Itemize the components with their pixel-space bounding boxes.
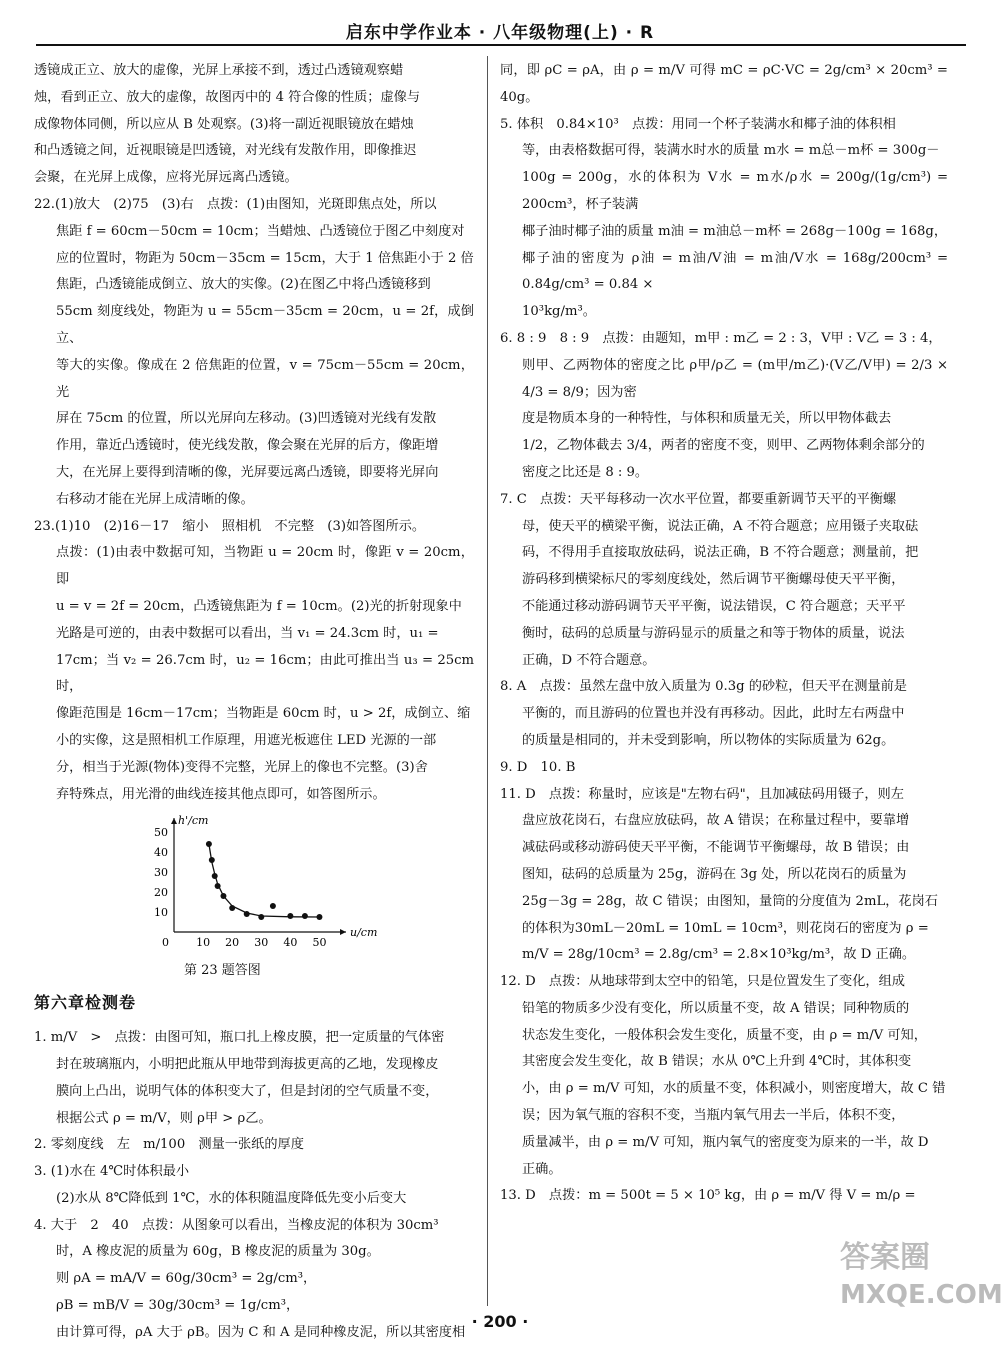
text-line: 光路是可逆的，由表中数据可以看出，当 v₁ = 24.3cm 时，u₁ = — [56, 625, 439, 641]
text-line: m/V = 28g/10cm³ = 2.8g/cm³ = 2.8×10³kg/m³，故 D 正确。 — [522, 947, 916, 963]
y-tick-label: 40 — [154, 846, 168, 860]
y-tick-label: 10 — [154, 906, 168, 920]
figure-23 — [34, 814, 474, 984]
text-line: 9. D 10. B — [500, 759, 576, 775]
text-line: 等，由表格数据可得，装满水时水的质量 m水 = m总－m杯 = 300g－ — [522, 143, 940, 159]
data-point — [215, 883, 221, 889]
text-line: 盘应放花岗石，右盘应放砝码，故 A 错误；在称量过程中，要靠增 — [522, 813, 910, 829]
watermark-url: MXQE.COM — [840, 1280, 1003, 1310]
data-point — [212, 873, 218, 879]
text-line: 正确，D 不符合题意。 — [522, 652, 656, 668]
text-line: 码，不得用手直接取放砝码，说法正确，B 不符合题意；测量前，把 — [522, 545, 919, 561]
text-line: 焦距，凸透镜能成倒立、放大的实像。(2)在图乙中将凸透镜移到 — [56, 277, 431, 293]
y-axis-label: h'/cm — [178, 814, 209, 828]
header-rule — [36, 44, 966, 46]
text-line: 时，A 橡皮泥的质量为 60g，B 橡皮泥的质量为 30g。 — [56, 1244, 380, 1260]
question-9-10 — [500, 755, 948, 782]
text-line: 12. D 点拨：从地球带到太空中的铅笔，只是位置发生了变化，组成 — [500, 974, 905, 990]
data-point — [206, 841, 212, 847]
text-line: 其密度会发生变化，故 B 错误；水从 0℃上升到 4℃时，其体积变 — [522, 1054, 912, 1070]
text-line: 透镜成正立、放大的虚像，光屏上承接不到，透过凸透镜观察蜡 — [34, 63, 404, 78]
text-line: 11. D 点拨：称量时，应该是"左物右码"，且加减砝码用镊子，则左 — [500, 786, 904, 802]
question-22 — [34, 192, 474, 514]
text-line: 1. m/V > 点拨：由图可知，瓶口扎上橡皮膜，把一定质量的气体密 — [34, 1030, 445, 1046]
text-line: 封在玻璃瓶内，小明把此瓶从甲地带到海拔更高的乙地，发现橡皮 — [56, 1056, 439, 1072]
text-line: 状态发生变化，一般体积会发生变化，质量不变，由 ρ = m/V 可知， — [522, 1027, 927, 1043]
text-line: u = v = 2f = 20cm，凸透镜焦距为 f = 10cm。(2)光的折射现象中 — [56, 598, 462, 614]
text-line: 小的实像，这是照相机工作原理，用遮光板遮住 LED 光源的一部 — [56, 732, 437, 748]
text-line: 的体积为30mL－20mL = 10mL = 10cm³，则花岗石的密度为 ρ = — [522, 920, 929, 936]
text-line: 减砝码或移动游码使天平平衡，不能调节平衡螺母，故 B 错误；由 — [522, 840, 910, 856]
data-point — [258, 914, 264, 920]
text-line: 55cm 刻度线处，物距为 u = 55cm－35cm = 20cm，u = 2f，成倒立、 — [56, 304, 474, 346]
text-line: 椰子油的密度为 ρ油 = m油/V油 = m油/V水 = 168g/200cm³ = 0.84g/cm³ = 0.84 × — [522, 250, 948, 293]
text-line: 的质量是相同的，并未受到影响，所以物体的实际质量为 62g。 — [522, 732, 895, 748]
text-line: 则甲、乙两物体的密度之比 ρ甲/ρ乙 = (m甲/m乙)·(V乙/V甲) = 2/3 × 4/3 = 8/9；因为密 — [522, 357, 948, 400]
text-line: 不能通过移动游码调节天平平衡，说法错误，C 符合题意；天平平 — [522, 598, 906, 614]
text-line: 铅笔的物质多少没有变化，所以质量不变，故 A 错误；同种物质的 — [522, 1000, 910, 1016]
text-line: 和凸透镜之间，近视眼镜是凹透镜，对光线有发散作用，即像推迟 — [34, 143, 417, 159]
question-23 — [34, 514, 474, 809]
question-3 — [34, 1159, 474, 1213]
x-tick-label: 10 — [196, 936, 211, 950]
y-tick-label: 30 — [154, 866, 168, 880]
page-number: · 200 · — [471, 1312, 529, 1331]
question-5 — [500, 112, 948, 326]
text-line: 图知，砝码的总质量为 25g，游码在 3g 处，所以花岗石的质量为 — [522, 866, 907, 882]
figure-caption: 第 23 题答图 — [184, 963, 261, 979]
question-13 — [500, 1183, 948, 1210]
text-line: 误；因为氧气瓶的容积不变，当瓶内氧气用去一半后，体积不变， — [522, 1108, 905, 1124]
watermark — [840, 1240, 1003, 1313]
x-tick-label: 30 — [254, 936, 269, 950]
y-axis-arrow — [171, 818, 177, 824]
left-column — [34, 58, 474, 1347]
text-line: 2. 零刻度线 左 m/100 测量一张纸的厚度 — [34, 1137, 304, 1153]
text-line: (2)水从 8℃降低到 1℃，水的体积随温度降低先变小后变大 — [56, 1190, 407, 1206]
question-1 — [34, 1025, 474, 1132]
text-line: 则 ρA = mA/V = 60g/30cm³ = 2g/cm³， — [56, 1271, 317, 1287]
text-line: 度是物质本身的一种特性，与体积和质量无关，所以甲物体截去 — [522, 411, 892, 427]
text-line: 游码移到横梁标尺的零刻度线处，然后调节平衡螺母使天平平衡， — [522, 572, 905, 588]
text-line: 22.(1)放大 (2)75 (3)右 点拨：(1)由图知，光斑即焦点处，所以 — [34, 196, 437, 212]
text-line: 屏在 75cm 的位置，所以光屏向左移动。(3)凹透镜对光线有发散 — [56, 411, 437, 427]
text-line: 衡时，砝码的总质量与游码显示的质量之和等于物体的质量，说法 — [522, 625, 905, 641]
text-line: 1/2，乙物体截去 3/4，两者的密度不变，则甲、乙两物体剩余部分的 — [522, 438, 925, 454]
text-line: 根据公式 ρ = m/V，则 ρ甲 > ρ乙。 — [56, 1110, 272, 1126]
section-title: 第六章检测卷 — [34, 993, 137, 1013]
text-line: 椰子油时椰子油的质量 m油 = m油总－m杯 = 268g－100g = 168g， — [522, 223, 948, 239]
text-line: 等大的实像。像成在 2 倍焦距的位置，v = 75cm－55cm = 20cm，光 — [56, 357, 474, 400]
text-line: 同，即 ρC = ρA，由 ρ = m/V 可得 mC = ρC·VC = 2g/cm³ × 20cm³ = 40g。 — [500, 63, 948, 105]
text-line: 弃特殊点，用光滑的曲线连接其他点即可，如答图所示。 — [56, 786, 386, 802]
text-line: 7. C 点拨：天平每移动一次水平位置，都要重新调节天平的平衡螺 — [500, 491, 897, 507]
text-line: 烛，看到正立、放大的虚像，故图丙中的 4 符合像的性质；虚像与 — [34, 89, 421, 105]
origin-label: 0 — [162, 936, 169, 950]
question-7 — [500, 487, 948, 675]
x-axis-arrow — [340, 929, 346, 935]
text-line: 小，由 ρ = m/V 可知，水的质量不变，体积减小，则密度增大，故 C 错 — [522, 1081, 946, 1097]
question-4-continued — [500, 58, 948, 112]
question-6 — [500, 326, 948, 487]
data-point — [220, 893, 226, 899]
question-2 — [34, 1132, 474, 1159]
running-header: 启东中学作业本 · 八年级物理(上) · R — [345, 23, 655, 43]
text-line: 膜向上凸出，说明气体的体积变大了，但是封闭的空气质量不变， — [56, 1083, 439, 1099]
text-line: 质量减半，由 ρ = m/V 可知，瓶内氧气的密度变为原来的一半，故 D — [522, 1134, 929, 1150]
text-line: 母，使天平的横梁平衡，说法正确，A 不符合题意；应用镊子夹取砝 — [522, 518, 919, 534]
text-line: 6. 8 : 9 8 : 9 点拨：由题知，m甲 : m乙 = 2 : 3，V甲 : V乙 = 3 : 4， — [500, 330, 942, 346]
text-line: 正确。 — [522, 1161, 562, 1177]
x-tick-label: 20 — [225, 936, 240, 950]
question-8 — [500, 674, 948, 754]
data-point — [270, 903, 276, 909]
text-line: 23.(1)10 (2)16－17 缩小 照相机 不完整 (3)如答图所示。 — [34, 518, 426, 534]
text-line: 13. D 点拨：m = 500t = 5 × 10⁵ kg，由 ρ = m/V 得 V = m/ρ = — [500, 1188, 916, 1204]
text-line: 像距范围是 16cm－17cm；当物距是 60cm 时，u > 2f，成倒立、缩 — [56, 706, 471, 722]
intro-block — [34, 58, 474, 192]
text-line: 由计算可得，ρA 大于 ρB。因为 C 和 A 是同种橡皮泥，所以其密度相 — [56, 1324, 466, 1340]
text-line: 成像物体同侧，所以应从 B 处观察。(3)将一副近视眼镜放在蜡烛 — [34, 116, 414, 132]
text-line: 5. 体积 0.84×10³ 点拨：用同一个杯子装满水和椰子油的体积相 — [500, 116, 896, 132]
y-tick-label: 20 — [154, 886, 168, 900]
y-tick-label: 50 — [154, 826, 168, 840]
text-line: 焦距 f = 60cm－50cm = 10cm；当蜡烛、凸透镜位于图乙中刻度对 — [56, 223, 465, 239]
text-line: 3. (1)水在 4℃时体积最小 — [34, 1164, 190, 1180]
text-line: 分，相当于光源(物体)变得不完整，光屏上的像也不完整。(3)舍 — [56, 759, 428, 775]
text-line: ρB = mB/V = 30g/30cm³ = 1g/cm³， — [56, 1298, 300, 1314]
right-column — [500, 58, 948, 1210]
data-point — [209, 857, 215, 863]
watermark-text: 答案圈 — [840, 1240, 930, 1275]
text-line: 作用，靠近凸透镜时，使光线发散，像会聚在光屏的后方，像距增 — [56, 438, 439, 454]
question-12 — [500, 969, 948, 1183]
answer-chart — [134, 814, 378, 954]
text-line: 平衡的，而且游码的位置也并没有再移动。因此，此时左右两盘中 — [522, 706, 905, 722]
x-tick-label: 50 — [312, 936, 327, 950]
text-line: 100g = 200g，水的体积为 V水 = m水/ρ水 = 200g/(1g/cm³) = 200cm³，杯子装满 — [522, 170, 948, 212]
text-line: 4. 大于 2 40 点拨：从图象可以看出，当橡皮泥的体积为 30cm³ — [34, 1217, 439, 1233]
text-line: 右移动才能在光屏上成清晰的像。 — [56, 491, 254, 507]
question-11 — [500, 782, 948, 970]
data-point — [244, 911, 250, 917]
text-line: 点拨：(1)由表中数据可知，当物距 u = 20cm 时，像距 v = 20cm，即 — [56, 545, 474, 588]
data-point — [287, 913, 293, 919]
text-line: 25g－3g = 28g，故 C 错误；由图知，量筒的分度值为 2mL，花岗石 — [522, 893, 938, 909]
text-line: 10³kg/m³。 — [522, 304, 596, 320]
data-point — [302, 913, 308, 919]
text-line: 17cm；当 v₂ = 26.7cm 时，u₂ = 16cm；由此可推出当 u₃ = 25cm 时， — [56, 652, 474, 695]
x-axis-label: u/cm — [350, 926, 378, 940]
data-point — [229, 905, 235, 911]
text-line: 密度之比还是 8 : 9。 — [522, 464, 649, 480]
x-tick-label: 40 — [283, 936, 298, 950]
text-line: 大，在光屏上要得到清晰的像，光屏要远离凸透镜，即要将光屏向 — [56, 464, 439, 480]
text-line: 应的位置时，物距为 50cm－35cm = 15cm，大于 1 倍焦距小于 2 倍 — [56, 250, 474, 266]
text-line: 会聚，在光屏上成像，应将光屏远离凸透镜。 — [34, 170, 298, 186]
text-line: 8. A 点拨：虽然左盘中放入质量为 0.3g 的砂粒，但天平在测量前是 — [500, 679, 907, 695]
data-point — [316, 914, 322, 920]
column-divider — [487, 56, 488, 1306]
fitted-curve — [209, 844, 320, 917]
